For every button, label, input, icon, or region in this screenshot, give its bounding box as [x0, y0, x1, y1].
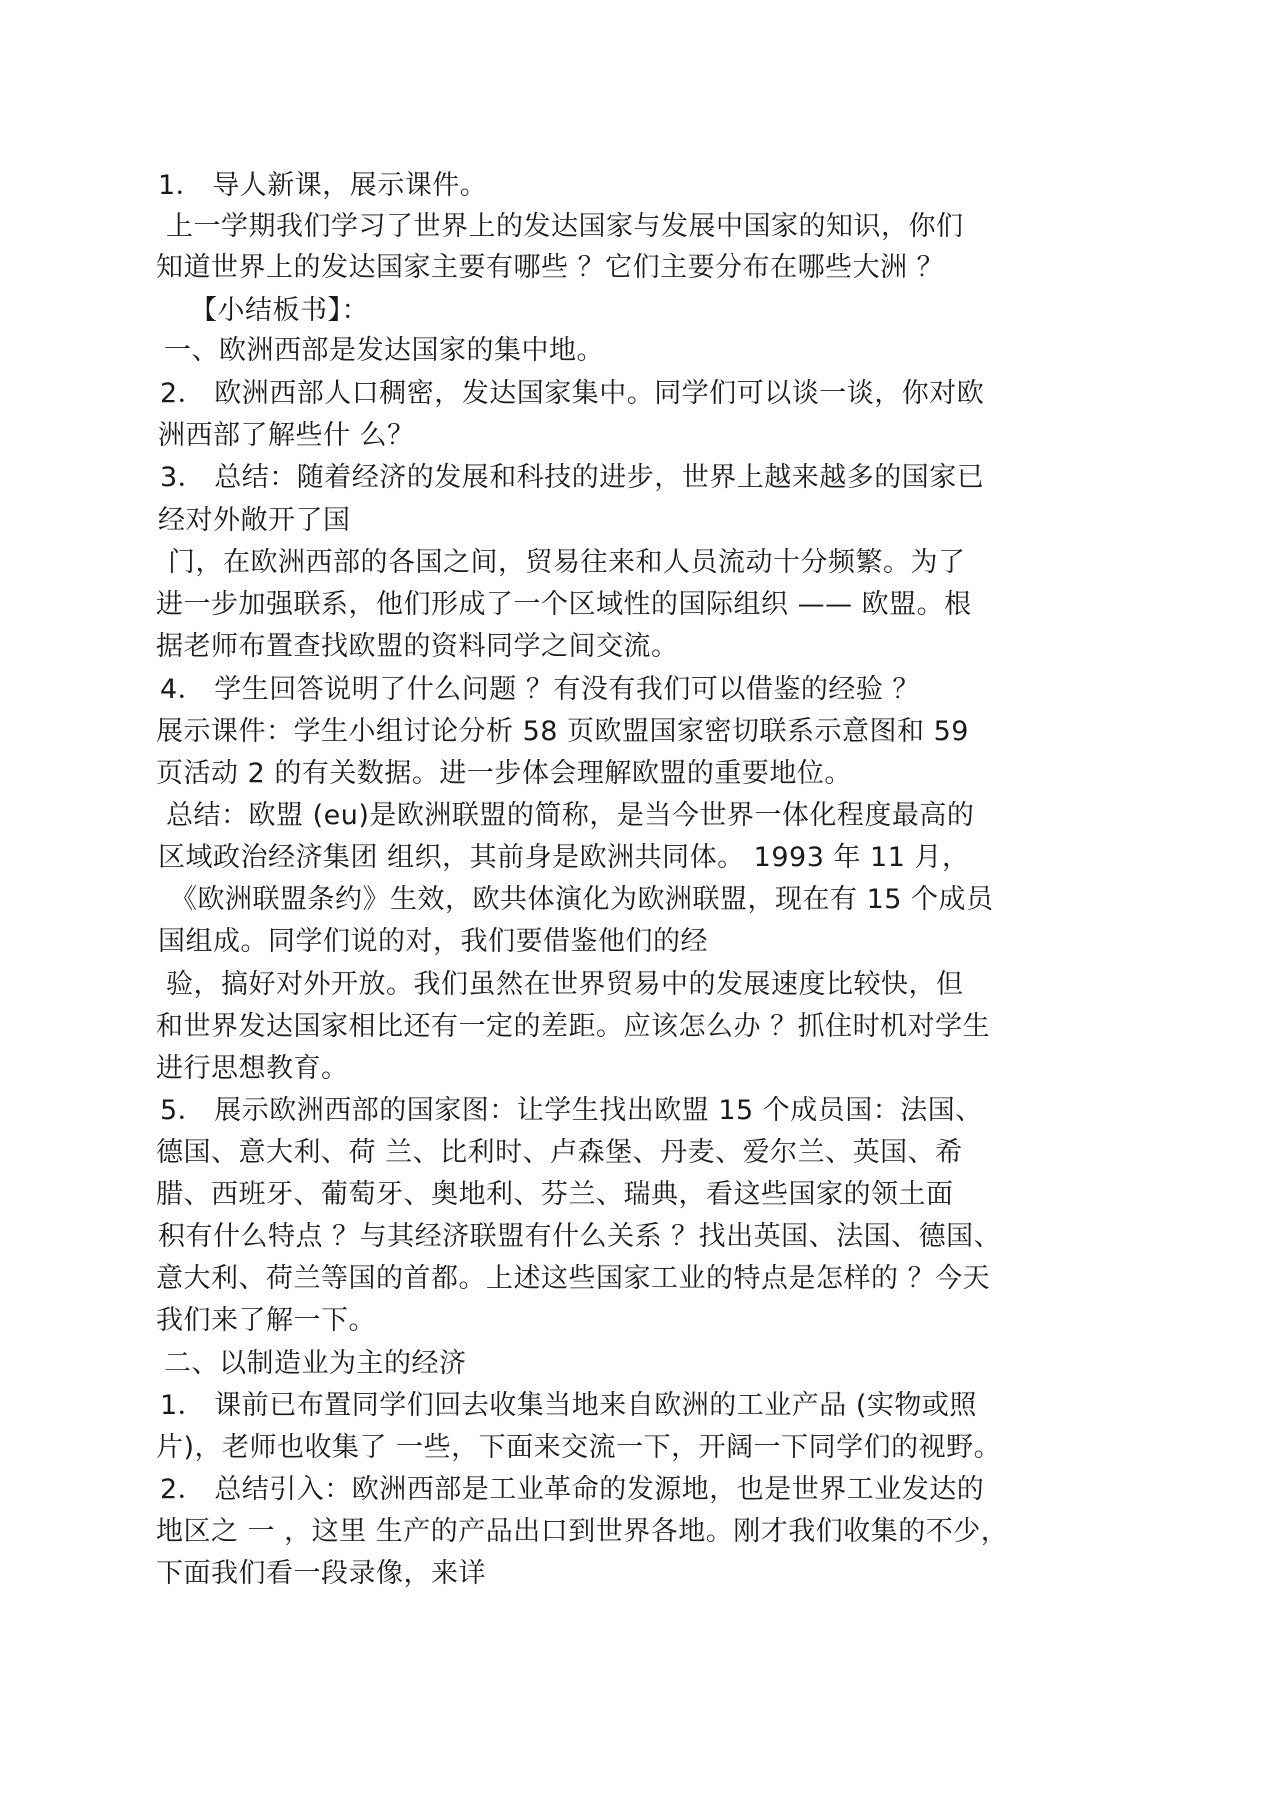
text-line: 地区之 一 ，这里 生产的产品出口到世界各地。刚才我们收集的不少， — [156, 1516, 1009, 1547]
text-line: 片)，老师也收集了 一些，下面来交流一下，开阔一下同学们的视野。 — [156, 1432, 1002, 1463]
section-heading: 二、以制造业为主的经济 — [164, 1348, 467, 1379]
text-line: 知道世界上的发达国家主要有哪些 ？它们主要分布在哪些大洲 ？ — [156, 252, 945, 283]
text-line: 4． 学生回答说明了什么问题 ？有没有我们可以借鉴的经验 ？ — [160, 674, 920, 705]
text-line: 进一步加强联系，他们形成了一个区域性的国际组织 —— 欧盟。根 — [156, 589, 972, 620]
text-line: 意大利、荷兰等国的首都。上述这些国家工业的特点是怎样的 ？今天 — [156, 1263, 991, 1294]
text-line: 2． 欧洲西部人口稠密，发达国家集中。同学们可以谈一谈，你对欧 — [160, 378, 985, 409]
text-line: 下面我们看一段录像，来详 — [156, 1558, 486, 1589]
text-line: 上一学期我们学习了世界上的发达国家与发展中国家的知识，你们 — [166, 211, 964, 242]
text-line: 洲西部了解些什 么？ — [158, 420, 415, 451]
text-line: 据老师布置查找欧盟的资料同学之间交流。 — [156, 631, 679, 662]
text-line: 经对外敞开了国 — [158, 505, 351, 536]
text-line: 积有什么特点 ？与其经济联盟有什么关系 ？找出英国、法国、德国、 — [158, 1221, 1002, 1252]
text-line: 和世界发达国家相比还有一定的差距。应该怎么办 ？抓住时机对学生 — [156, 1011, 991, 1042]
text-line: 验，搞好对外开放。我们虽然在世界贸易中的发展速度比较快，但 — [166, 969, 964, 1000]
text-line: 2． 总结引入：欧洲西部是工业革命的发源地，也是世界工业发达的 — [160, 1474, 985, 1505]
text-line: 国组成。同学们说的对，我们要借鉴他们的经 — [158, 926, 708, 957]
text-line: 《欧洲联盟条约》生效，欧共体演化为欧洲联盟，现在有 15 个成员 — [170, 884, 994, 915]
text-line: 区域政治经济集团 组织，其前身是欧洲共同体。 1993 年 11 月， — [158, 842, 970, 873]
text-line: 门，在欧洲西部的各国之间，贸易往来和人员流动十分频繁。为了 — [168, 547, 966, 578]
text-line: 德国、意大利、荷 兰、比利时、卢森堡、丹麦、爱尔兰、英国、希 — [156, 1137, 963, 1168]
text-line: 1． 课前已布置同学们回去收集当地来自欧洲的工业产品 (实物或照 — [160, 1390, 977, 1421]
text-line: 页活动 2 的有关数据。进一步体会理解欧盟的重要地位。 — [156, 758, 852, 789]
section-heading: 一、欧洲西部是发达国家的集中地。 — [164, 335, 604, 366]
text-line: 3． 总结：随着经济的发展和科技的进步，世界上越来越多的国家已 — [160, 462, 985, 493]
text-line: 1． 导人新课，展示课件。 — [158, 170, 488, 201]
text-line: 展示课件：学生小组讨论分析 58 页欧盟国家密切联系示意图和 59 — [156, 716, 969, 747]
text-line: 【小结板书】： — [190, 295, 369, 326]
text-line: 我们来了解一下。 — [156, 1305, 376, 1336]
text-line: 腊、西班牙、葡萄牙、奥地利、芬兰、瑞典，看这些国家的领土面 — [156, 1179, 954, 1210]
text-line: 5． 展示欧洲西部的国家图：让学生找出欧盟 15 个成员国：法国、 — [160, 1095, 983, 1126]
text-line: 总结：欧盟 (eu)是欧洲联盟的简称，是当今世界一体化程度最高的 — [166, 800, 975, 831]
text-line: 进行思想教育。 — [156, 1053, 349, 1084]
